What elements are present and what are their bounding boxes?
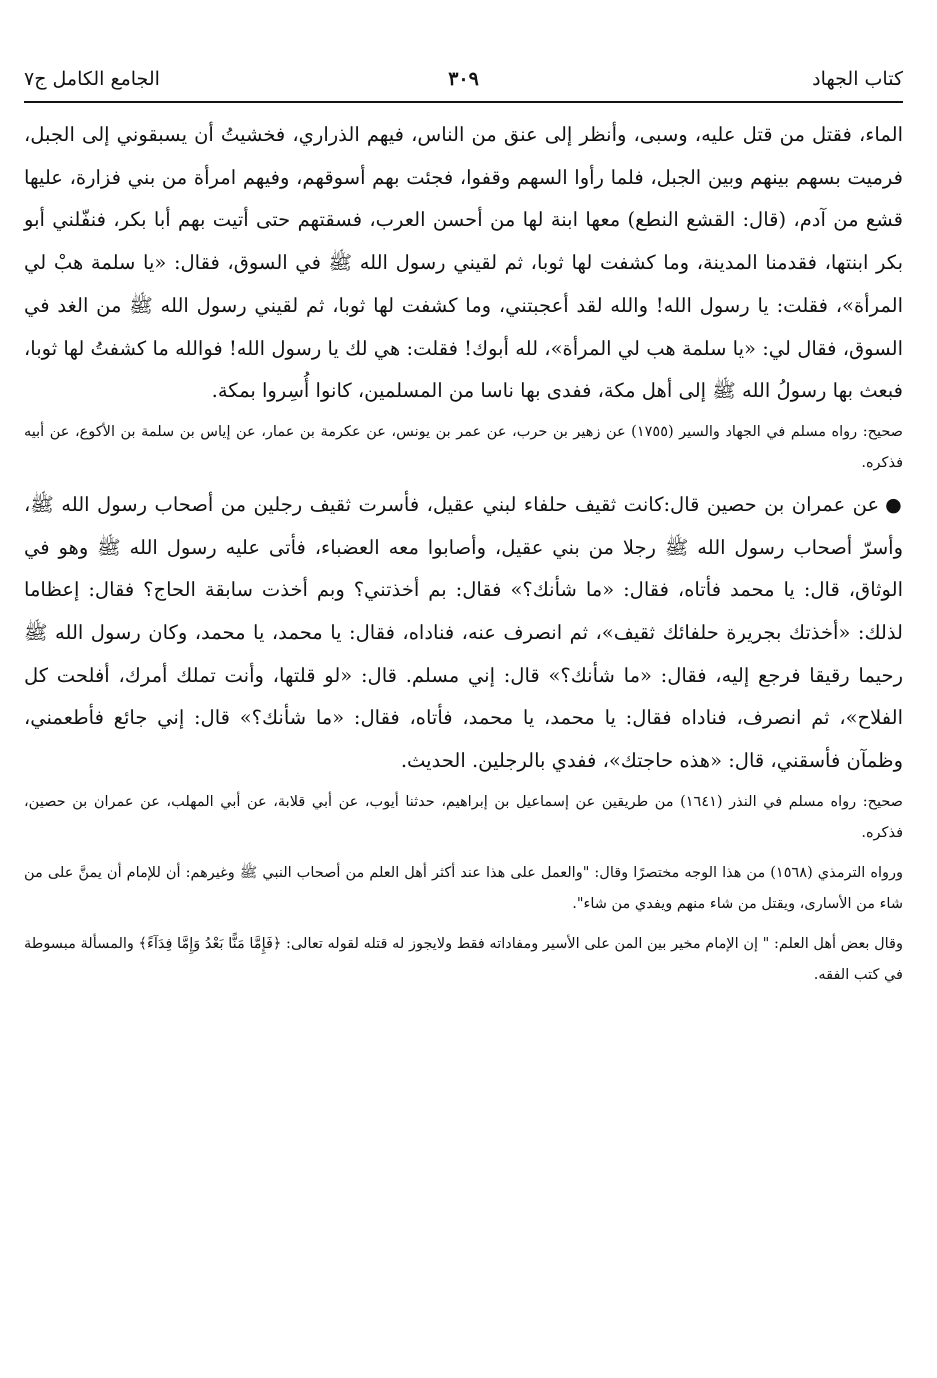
tirmidhi-note: ورواه الترمذي (١٥٦٨) من هذا الوجه مختصرًا وقال: "والعمل على هذا عند أكثر أهل العلم من أصحاب النبي ﷺ وغيرهم: أن للإمام أن يمنَّ على من شاء من الأسارى، ويقتل من شاء منهم ويفدي من شاء".: [24, 864, 903, 913]
header-rule: [24, 101, 903, 103]
hadith-2: [24, 484, 903, 783]
book-title: الجامع الكامل ج٧: [24, 68, 160, 90]
hadith-text-2: عن عمران بن حصين قال:كانت ثقيف حلفاء لبني عقيل، فأسرت ثقيف رجلين من أصحاب رسول الله ﷺ، وأسرّ أصحاب رسول الله ﷺ رجلا من بني عقيل، وأصابوا معه العضباء، فأتى عليه رسول الله ﷺ وهو في الوثاق، قال: يا محمد فأتاه، فقال: «ما شأنك؟» فقال: بم أخذتني؟ وبم أخذت سابقة الحاج؟ فقال: إعظاما لذلك: «أخذتك بجريرة حلفائك ثقيف»، ثم انصرف عنه، فناداه، فقال: يا محمد، يا محمد، وكان رسول الله ﷺ رحيما رقيقا فرجع إليه، فقال: «ما شأنك؟» قال: إني مسلم. قال: «لو قلتها، وأنت تملك أمرك، أفلحت كل الفلاح»، ثم انصرف، فناداه فقال: يا محمد، يا محمد، فأتاه، فقال: «ما شأنك؟» قال: إني جائع فأطعمني، وظمآن فأسقني، قال: «هذه حاجتك»، ففدي بالرجلين. الحديث.: [24, 492, 903, 773]
page-number: ٣٠٩: [448, 68, 479, 90]
chapter-title: كتاب الجهاد: [812, 68, 903, 90]
takhrij-note-2: صحيح: رواه مسلم في النذر (١٦٤١) من طريقين عن إسماعيل بن إبراهيم، حدثنا أيوب، عن أبي قلابة، عن أبي المهلب، عن عمران بن حصين، فذكره.: [24, 793, 903, 842]
page-header: [24, 62, 903, 96]
page-body: [24, 114, 903, 992]
takhrij-note-1: صحيح: رواه مسلم في الجهاد والسير (١٧٥٥) عن زهير بن حرب، عن عمر بن يونس، عن عكرمة بن عمار، عن إياس بن سلمة بن الأكوع، عن أبيه فذكره.: [24, 423, 903, 472]
hadith-text-1: الماء، فقتل من قتل عليه، وسبى، وأنظر إلى عنق من الناس، فيهم الذراري، فخشيتُ أن يسبقوني إلى الجبل، فرميت بسهم بينهم وبين الجبل، فلما رأوا السهم وقفوا، فجئت بهم أسوقهم، وفيهم امرأة من بني فزارة، عليها قشع من آدم، (قال: القشع النطع) معها ابنة لها من أحسن العرب، فسقتهم حتى أتيت بهم أبا بكر، فنفّلني أبو بكر ابنتها، فقدمنا المدينة، وما كشفت لها ثوبا، ثم لقيني رسول الله ﷺ في السوق، فقال: «يا سلمة هبْ لي المرأة»، فقلت: يا رسول الله! والله لقد أعجبتني، وما كشفت لها ثوبا، ثم لقيني رسول الله ﷺ من الغد في السوق، فقال لي: «يا سلمة هب لي المرأة»، لله أبوك! فقلت: هي لك يا رسول الله! فوالله ما كشفتُ لها ثوبا، فبعث بها رسولُ الله ﷺ إلى أهل مكة، ففدى بها ناسا من المسلمين، كانوا أُسِروا بمكة.: [24, 123, 903, 403]
scholars-note: وقال بعض أهل العلم: " إن الإمام مخير بين المن على الأسير ومفاداته فقط ولايجوز له قتله لقوله تعالى: ﴿فَإِمَّا مَنًّا بَعْدُ وَإِمَّا فِدَآءً﴾ والمسألة مبسوطة في كتب الفقه.: [24, 935, 903, 984]
bullet-icon: ●: [885, 493, 903, 516]
